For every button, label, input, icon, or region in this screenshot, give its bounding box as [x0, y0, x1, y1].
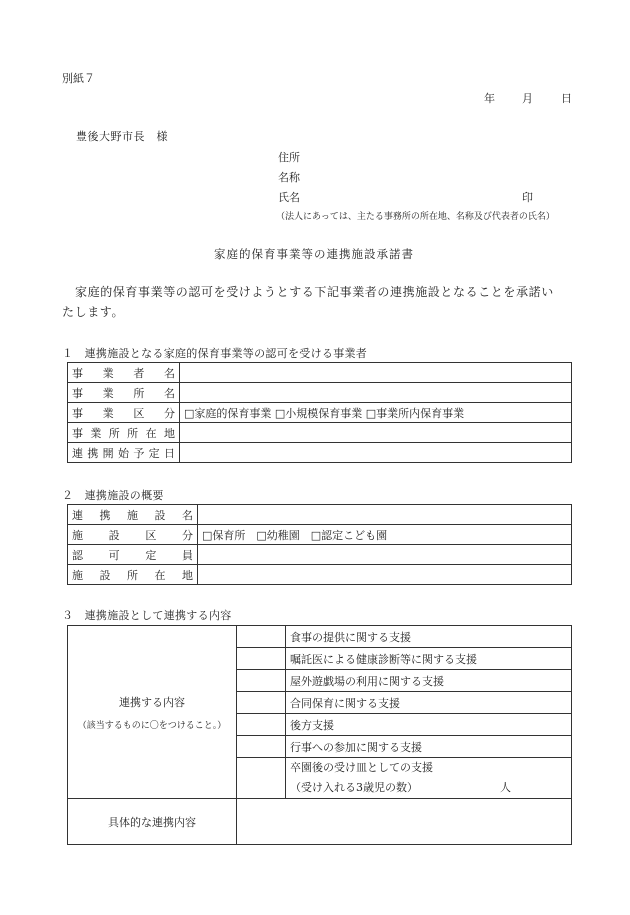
- table-row: [68, 545, 572, 565]
- support-item: 食事の提供に関する支援: [286, 626, 572, 648]
- date-day: 日: [561, 92, 572, 105]
- row-value[interactable]: [180, 363, 572, 383]
- date-year: 年: [484, 92, 495, 105]
- row-value[interactable]: [180, 443, 572, 463]
- table-row: [68, 403, 572, 423]
- document-title: 家庭的保育事業等の連携施設承諾書: [214, 247, 414, 261]
- row-value[interactable]: [180, 383, 572, 403]
- row-value[interactable]: [198, 545, 572, 565]
- section2-heading: ２ 連携施設の概要: [62, 489, 164, 502]
- attachment-label: 別紙７: [62, 72, 95, 85]
- table-row: [68, 565, 572, 585]
- content-label-cell: [68, 626, 237, 799]
- mark-cell[interactable]: [237, 736, 286, 758]
- row-label: 認 可 定 員: [68, 545, 198, 565]
- mark-cell[interactable]: [237, 714, 286, 736]
- support-item: 合同保育に関する支援: [286, 692, 572, 714]
- content-label: 連携する内容: [119, 695, 185, 709]
- row-label: 連 携 施 設 名: [68, 505, 198, 525]
- mark-cell[interactable]: [237, 648, 286, 670]
- support-item: 後方支援: [286, 714, 572, 736]
- mark-cell[interactable]: [237, 692, 286, 714]
- content-note: （該当するものに〇をつけること。）: [77, 720, 227, 731]
- table-row: [68, 363, 572, 383]
- support-item-graduation: [286, 758, 572, 799]
- detail-label: 具体的な連携内容: [68, 799, 237, 845]
- row-label: 施 設 所 在 地: [68, 565, 198, 585]
- business-category-options[interactable]: □家庭的保育事業 □小規模保育事業 □事業所内保育事業: [180, 403, 572, 423]
- section1-heading: １ 連携施設となる家庭的保育事業等の認可を受ける事業者: [62, 347, 368, 360]
- table-row: [68, 626, 572, 648]
- support-item: 屋外遊戯場の利用に関する支援: [286, 670, 572, 692]
- row-value[interactable]: [198, 565, 572, 585]
- mark-cell[interactable]: [237, 758, 286, 799]
- row-label: 事 業 所 名: [68, 383, 180, 403]
- addressee: 豊後大野市長 様: [76, 130, 168, 143]
- support-item: 行事への参加に関する支援: [286, 736, 572, 758]
- facility-category-options[interactable]: □保育所 □幼稚園 □認定こども園: [198, 525, 572, 545]
- people-unit: 人: [500, 781, 511, 794]
- table-row: [68, 505, 572, 525]
- table-row: [68, 383, 572, 403]
- row-label: 事 業 区 分: [68, 403, 180, 423]
- table-row: [68, 443, 572, 463]
- date-month: 月: [522, 92, 533, 105]
- row-value[interactable]: [198, 505, 572, 525]
- detail-value[interactable]: [237, 799, 572, 845]
- table-row: [68, 423, 572, 443]
- mark-cell[interactable]: [237, 670, 286, 692]
- table-row: [68, 525, 572, 545]
- row-label: 施 設 区 分: [68, 525, 198, 545]
- support-item: 嘱託医による健康診断等に関する支援: [286, 648, 572, 670]
- section3-heading: ３ 連携施設として連携する内容: [62, 609, 232, 622]
- support-item: 卒園後の受け皿としての支援: [290, 761, 433, 774]
- body-line-2: たします。: [62, 305, 125, 319]
- section1-table: [67, 362, 572, 463]
- three-year-olds-note: （受け入れる3歳児の数）: [290, 781, 418, 794]
- section3-table: [67, 625, 572, 845]
- address-label: 住所: [278, 151, 300, 164]
- row-label: 連 携 開 始 予 定 日: [68, 443, 180, 463]
- mark-cell[interactable]: [237, 626, 286, 648]
- corporate-note: （法人にあっては、主たる事務所の所在地、名称及び代表者の氏名）: [276, 212, 555, 222]
- person-label: 氏名: [278, 191, 300, 204]
- section2-table: [67, 504, 572, 585]
- body-line-1: 家庭的保育事業等の認可を受けようとする下記事業者の連携施設となることを承諾い: [75, 285, 554, 299]
- seal-label: 印: [522, 191, 533, 204]
- name-label: 名称: [278, 171, 300, 184]
- row-label: 事 業 者 名: [68, 363, 180, 383]
- three-year-olds-line: [290, 778, 567, 798]
- row-value[interactable]: [180, 423, 572, 443]
- row-label: 事 業 所 所 在 地: [68, 423, 180, 443]
- table-row: [68, 799, 572, 845]
